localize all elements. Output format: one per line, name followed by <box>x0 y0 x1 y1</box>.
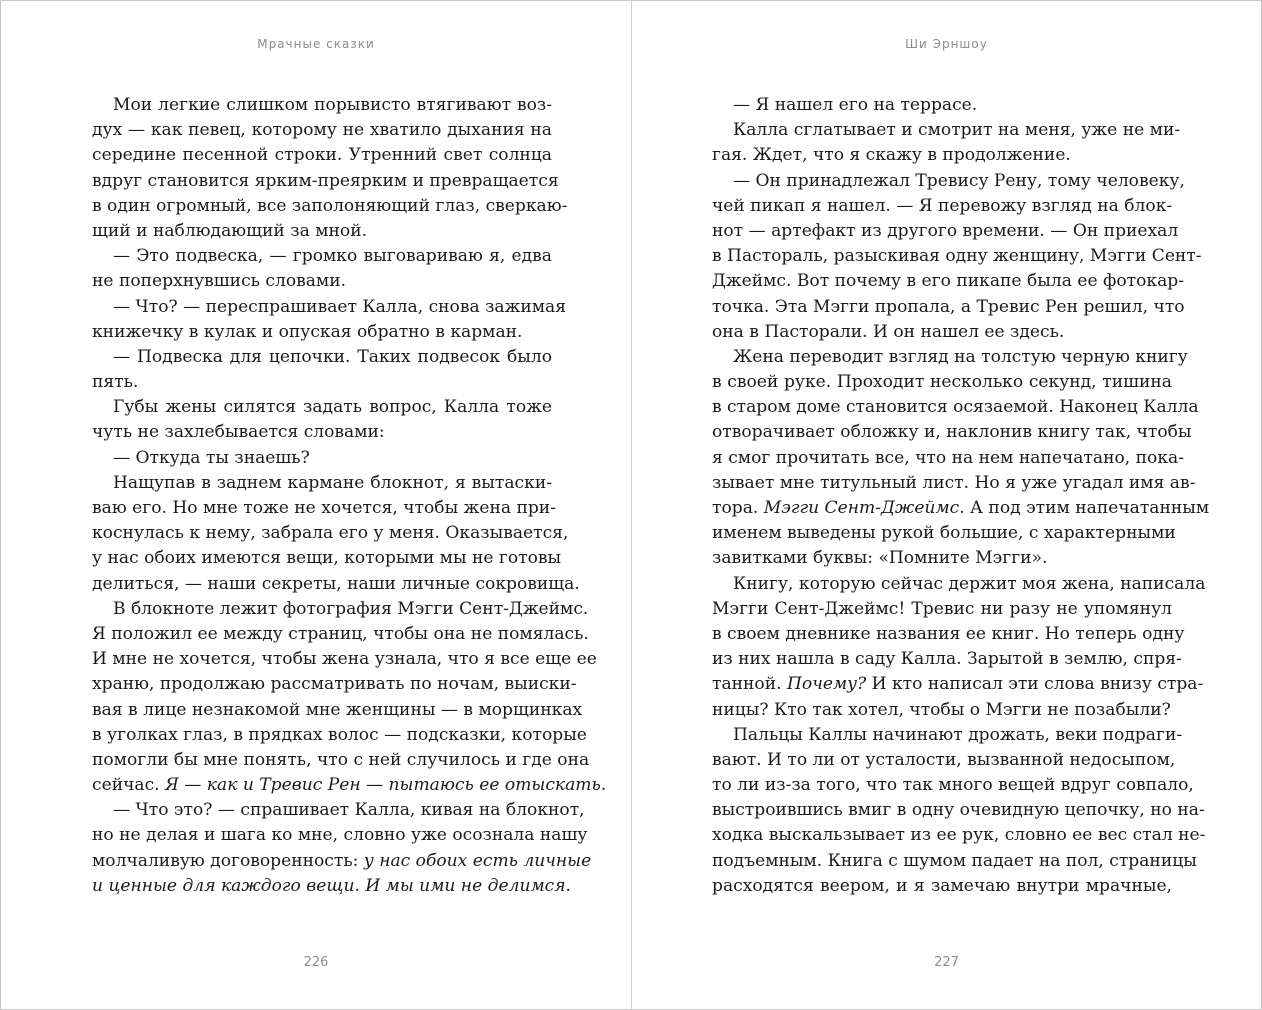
text-line <box>92 446 552 471</box>
text-line <box>92 521 569 546</box>
line-text: танной. <box>712 674 787 695</box>
text-line <box>712 748 1176 773</box>
line-text: она в Пасторали. И он нашел ее здесь. <box>712 321 1065 342</box>
text-line <box>712 420 1192 445</box>
text-line <box>92 320 552 345</box>
left-page <box>1 1 631 1009</box>
line-text: тора. <box>712 498 764 518</box>
text-line <box>712 773 1194 798</box>
text-line <box>92 118 552 143</box>
text-line <box>92 723 587 748</box>
line-text: в Пастораль, разыскивая одну женщину, Мэгги Сент- <box>712 246 1202 267</box>
line-text: в своем дневнике названия ее книг. Но теперь одну <box>712 623 1185 644</box>
text-line <box>712 471 1196 496</box>
line-text: в старом доме становится осязаемой. Наконец Калла <box>712 397 1199 418</box>
line-italic-text: Я — как и Тревис Рен — пытаюсь ее отыскать <box>165 775 601 796</box>
line-text: середине песенной строки. Утренний свет солнца <box>92 145 552 166</box>
line-text: вдруг становится ярким-преярким и превращается <box>92 170 559 191</box>
text-line <box>92 219 552 244</box>
line-text: делиться, — наши секреты, наши личные сокровища. <box>92 573 580 594</box>
line-text-after: . <box>600 775 607 796</box>
line-text: не поперхнувшись словами. <box>92 271 347 292</box>
line-text: Джеймс. Вот почему в его пикапе была ее фотокар- <box>712 271 1185 292</box>
text-line <box>712 269 1185 294</box>
line-text-after: . <box>565 875 571 896</box>
text-line <box>712 395 1199 420</box>
text-line <box>712 169 1185 194</box>
line-italic-text: Мэгги Сент-Джеймс <box>763 498 960 518</box>
text-line <box>92 93 552 118</box>
text-line <box>92 546 562 571</box>
text-line <box>712 672 1204 697</box>
text-line <box>712 295 1185 320</box>
page-number-right: 227 <box>934 955 959 970</box>
line-text: Калла сглатывает и смотрит на меня, уже не ми- <box>733 120 1181 141</box>
text-line <box>92 647 597 672</box>
line-text: Пальцы Каллы начинают дрожать, веки подраги- <box>733 724 1183 745</box>
line-text: зывает мне титульный лист. Но я уже угадал имя ав- <box>712 472 1196 493</box>
text-line <box>92 823 588 848</box>
line-text: Книгу, которую сейчас держит моя жена, написала <box>733 573 1206 594</box>
line-text-after: И кто написал эти слова внизу стра- <box>866 674 1204 695</box>
line-text: пять. <box>92 372 139 393</box>
text-line <box>92 395 552 420</box>
text-line <box>92 143 552 168</box>
text-line <box>712 698 1172 723</box>
text-line <box>92 798 585 823</box>
line-text: — Он принадлежал Тревису Рену, тому человеку, <box>733 170 1185 191</box>
text-line <box>712 446 1184 471</box>
running-head-right: Ши Эрншоу <box>905 37 988 51</box>
line-text: но не делая и шага ко мне, словно уже осознала нашу <box>92 825 588 846</box>
text-line <box>712 345 1188 370</box>
line-text: чуть не захлебывается словами: <box>92 422 385 443</box>
line-text: чей пикап я нашел. — Я перевожу взгляд на блок- <box>712 195 1173 216</box>
text-line <box>92 169 559 194</box>
line-text: В блокноте лежит фотография Мэгги Сент-Джеймс. <box>113 598 589 619</box>
text-line <box>712 849 1197 874</box>
line-text: выстроившись вмиг в одну очевидную цепочку, но на- <box>712 800 1205 821</box>
right-page <box>632 1 1261 1009</box>
line-text: Губы жены силятся задать вопрос, Калла тоже <box>113 397 552 418</box>
text-line <box>712 320 1172 345</box>
line-text: — Что? — переспрашивает Калла, снова зажимая <box>113 296 566 317</box>
text-line <box>92 748 590 773</box>
text-line <box>92 597 589 622</box>
line-text: гая. Ждет, что я скажу в продолжение. <box>712 145 1071 166</box>
text-line <box>92 874 571 899</box>
line-text: помогли бы мне понять, что с ней случилось и где она <box>92 749 590 770</box>
page-number-left: 226 <box>303 955 329 970</box>
line-text: ницы? Кто так хотел, чтобы о Мэгги не позабыли? <box>712 699 1171 720</box>
line-text: я смог прочитать все, что на нем напечатано, пока- <box>712 447 1184 468</box>
line-text: завитками буквы: «Помните Мэгги». <box>712 548 1048 569</box>
text-line <box>92 773 607 798</box>
running-head-left: Мрачные сказки <box>257 37 375 51</box>
text-line <box>92 295 566 320</box>
line-text: Нащупав в заднем кармане блокнот, я вытаски- <box>113 472 552 493</box>
line-italic-text: и ценные для каждого вещи. И мы ими не делимся <box>92 875 566 896</box>
line-text: сейчас. <box>92 775 166 796</box>
text-line <box>712 874 1172 899</box>
line-text: расходятся веером, и я замечаю внутри мрачные, <box>712 875 1172 896</box>
line-text: ваю его. Но мне тоже не хочется, чтобы жена при- <box>92 498 556 518</box>
line-text: молчаливую договоренность: <box>92 850 364 871</box>
line-italic-text: Почему? <box>787 674 867 695</box>
text-line <box>712 521 1176 546</box>
text-line <box>712 118 1181 143</box>
text-line <box>92 370 552 395</box>
line-text: подъемным. Книга с шумом падает на пол, страницы <box>712 850 1197 871</box>
line-text: Мэгги Сент-Джеймс! Тревис ни разу не упомянул <box>712 598 1172 619</box>
line-text: нот — артефакт из другого времени. — Он приехал <box>712 220 1179 241</box>
line-text: — Подвеска для цепочки. Таких подвесок было <box>113 346 552 367</box>
text-line <box>92 672 577 697</box>
line-text: в уголках глаз, в прядках волос — подсказки, которые <box>92 724 587 745</box>
text-line <box>712 823 1206 848</box>
text-line <box>712 546 1172 571</box>
text-line <box>712 597 1172 622</box>
line-text: книжечку в кулак и опуская обратно в карман. <box>92 321 523 342</box>
text-line <box>712 647 1182 672</box>
text-line <box>92 269 552 294</box>
text-line <box>712 496 1210 521</box>
text-line <box>712 194 1172 219</box>
text-line <box>712 622 1185 647</box>
line-text: у нас обоих имеются вещи, которыми мы не готовы <box>92 548 562 569</box>
line-text: в своей руке. Проходит несколько секунд, тишина <box>712 372 1172 393</box>
text-line <box>712 723 1183 748</box>
line-text: — Это подвеска, — громко выговариваю я, едва <box>113 246 552 267</box>
line-text: точка. Эта Мэгги пропала, а Тревис Рен решил, что <box>712 296 1185 317</box>
line-text: — Откуда ты знаешь? <box>113 447 310 468</box>
line-text: — Что это? — спрашивает Калла, кивая на блокнот, <box>113 800 585 821</box>
text-line <box>92 622 589 647</box>
line-text: то ли из-за того, что так много вещей вдруг совпало, <box>712 775 1194 796</box>
body-text-right <box>712 93 1210 899</box>
line-text: именем выведены рукой большие, с характерными <box>712 523 1176 544</box>
text-line <box>92 849 592 874</box>
text-line <box>92 496 556 521</box>
text-line <box>712 244 1202 269</box>
text-line <box>92 698 583 723</box>
text-line <box>92 572 580 597</box>
line-italic-text: у нас обоих есть личные <box>363 850 592 871</box>
text-line <box>712 93 1172 118</box>
line-text: коснулась к нему, забрала его у меня. Оказывается, <box>92 523 569 544</box>
line-text-after: . А под этим напечатанным <box>959 498 1210 518</box>
text-line <box>712 219 1179 244</box>
text-line <box>92 244 552 269</box>
text-line <box>712 370 1172 395</box>
line-text: из них нашла в саду Калла. Зарытой в землю, спря- <box>712 649 1182 670</box>
line-text: — Я нашел его на террасе. <box>733 95 978 115</box>
line-text: ходка выскальзывает из ее рук, словно ее вес стал не- <box>712 825 1206 846</box>
line-text: вая в лице незнакомой мне женщины — в морщинках <box>92 699 583 720</box>
text-line <box>92 345 552 370</box>
text-line <box>92 194 568 219</box>
line-text: Жена переводит взгляд на толстую черную книгу <box>733 346 1188 367</box>
text-line <box>712 143 1172 168</box>
line-text: отворачивает обложку и, наклонив книгу так, чтобы <box>712 422 1192 443</box>
line-text: храню, продолжаю рассматривать по ночам, выиски- <box>92 674 577 695</box>
line-text: дух — как певец, которому не хватило дыхания на <box>92 120 552 141</box>
line-text: И мне не хочется, чтобы жена узнала, что я все еще ее <box>92 649 597 670</box>
line-text: вают. И то ли от усталости, вызванной недосыпом, <box>712 749 1176 770</box>
line-text: Мои легкие слишком порывисто втягивают воз- <box>113 95 552 115</box>
text-line <box>712 798 1205 823</box>
body-text-left <box>92 93 607 899</box>
text-line <box>92 471 552 496</box>
line-text: щий и наблюдающий за мной. <box>92 220 368 241</box>
line-text: Я положил ее между страниц, чтобы она не помялась. <box>92 623 589 644</box>
text-line <box>92 420 552 445</box>
text-line <box>712 572 1206 597</box>
line-text: в один огромный, все заполоняющий глаз, сверкаю- <box>92 195 568 216</box>
